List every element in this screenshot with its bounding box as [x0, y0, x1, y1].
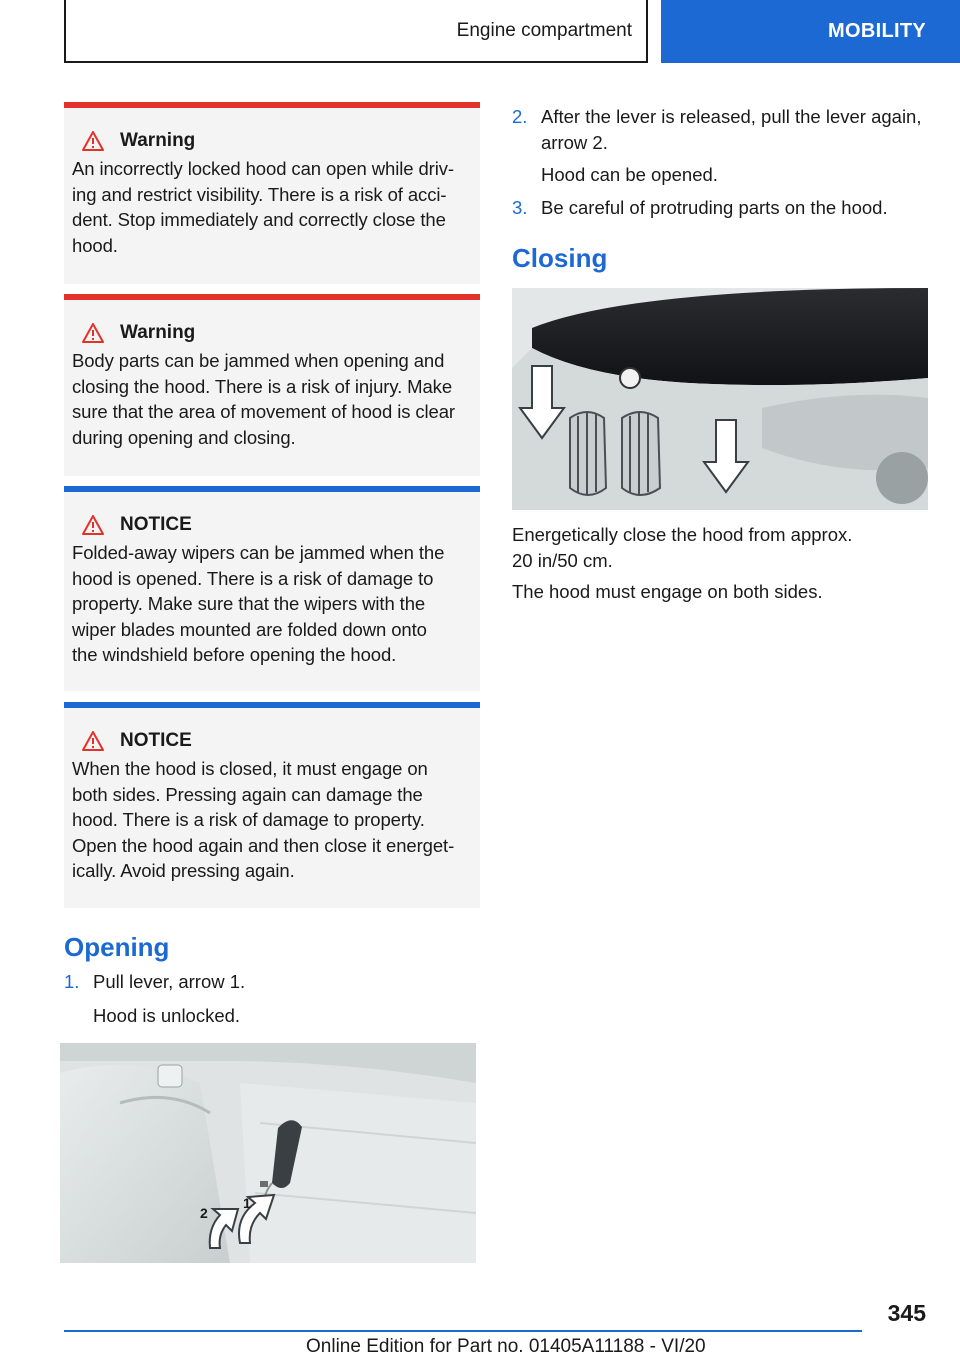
edition-text: Online Edition for Part no. 01405A11188 - VI/20	[306, 1336, 706, 1357]
hood-closing-image	[512, 288, 928, 510]
step-text: Be careful of protruding parts on the hood.	[541, 197, 888, 218]
step-number: 1.	[64, 971, 80, 992]
arrow-label-1: 1	[243, 1195, 251, 1211]
step-2-result: Hood can be opened.	[541, 164, 718, 185]
step-text: After the lever is released, pull the lever again, arrow 2.	[541, 106, 922, 153]
notice-box-2	[64, 702, 480, 908]
notice-title: NOTICE	[82, 512, 472, 538]
step-text: Pull lever, arrow 1.	[93, 971, 246, 992]
opening-step-2	[512, 104, 932, 155]
step-number: 3.	[512, 197, 528, 218]
closing-heading: Closing	[512, 243, 608, 273]
section-title: Engine compartment	[456, 19, 632, 41]
step-number: 2.	[512, 106, 528, 127]
warning-title: Warning	[82, 320, 472, 346]
chapter-title: MOBILITY	[828, 20, 926, 42]
footer-rule	[64, 1330, 862, 1332]
warning-triangle-icon	[82, 731, 104, 751]
opening-step-3	[512, 195, 932, 221]
warning-title: Warning	[82, 128, 472, 154]
warning-text: Body parts can be jammed when opening and closing the hood. There is a risk of injury. Make sure that the area of movement of hood is clear during opening and closing.	[72, 350, 455, 448]
closing-text-1: Energetically close the hood from approx. 20 in/50 cm.	[512, 524, 853, 571]
notice-text: When the hood is closed, it must engage on both sides. Pressing again can damage the hood. There is a risk of damage to property. Open the hood again and then close it energet- ically. Avoid pressing again.	[72, 758, 455, 881]
warning-triangle-icon	[82, 515, 104, 535]
notice-title: NOTICE	[82, 728, 472, 754]
warning-text: An incorrectly locked hood can open while driv- ing and restrict visibility. There is a risk of acci- dent. Stop immediately and correctly close the hood.	[72, 158, 454, 256]
notice-text: Folded-away wipers can be jammed when the hood is opened. There is a risk of damage to property. Make sure that the wipers with the wiper blades mounted are folded down onto the windshield before opening the hood.	[72, 542, 445, 665]
warning-triangle-icon	[82, 131, 104, 151]
notice-box-1	[64, 486, 480, 691]
hood-release-lever-image	[60, 1043, 476, 1263]
header-chapter-tab	[661, 0, 960, 63]
arrow-label-2: 2	[200, 1205, 208, 1221]
header-section-title	[64, 0, 648, 63]
warning-box-2	[64, 294, 480, 476]
warning-box-1	[64, 102, 480, 284]
warning-triangle-icon	[82, 323, 104, 343]
opening-heading: Opening	[64, 932, 170, 962]
step-1-result: Hood is unlocked.	[93, 1005, 241, 1026]
opening-step-1	[64, 969, 480, 995]
closing-text-2: The hood must engage on both sides.	[512, 581, 823, 602]
page-number: 345	[887, 1300, 926, 1326]
